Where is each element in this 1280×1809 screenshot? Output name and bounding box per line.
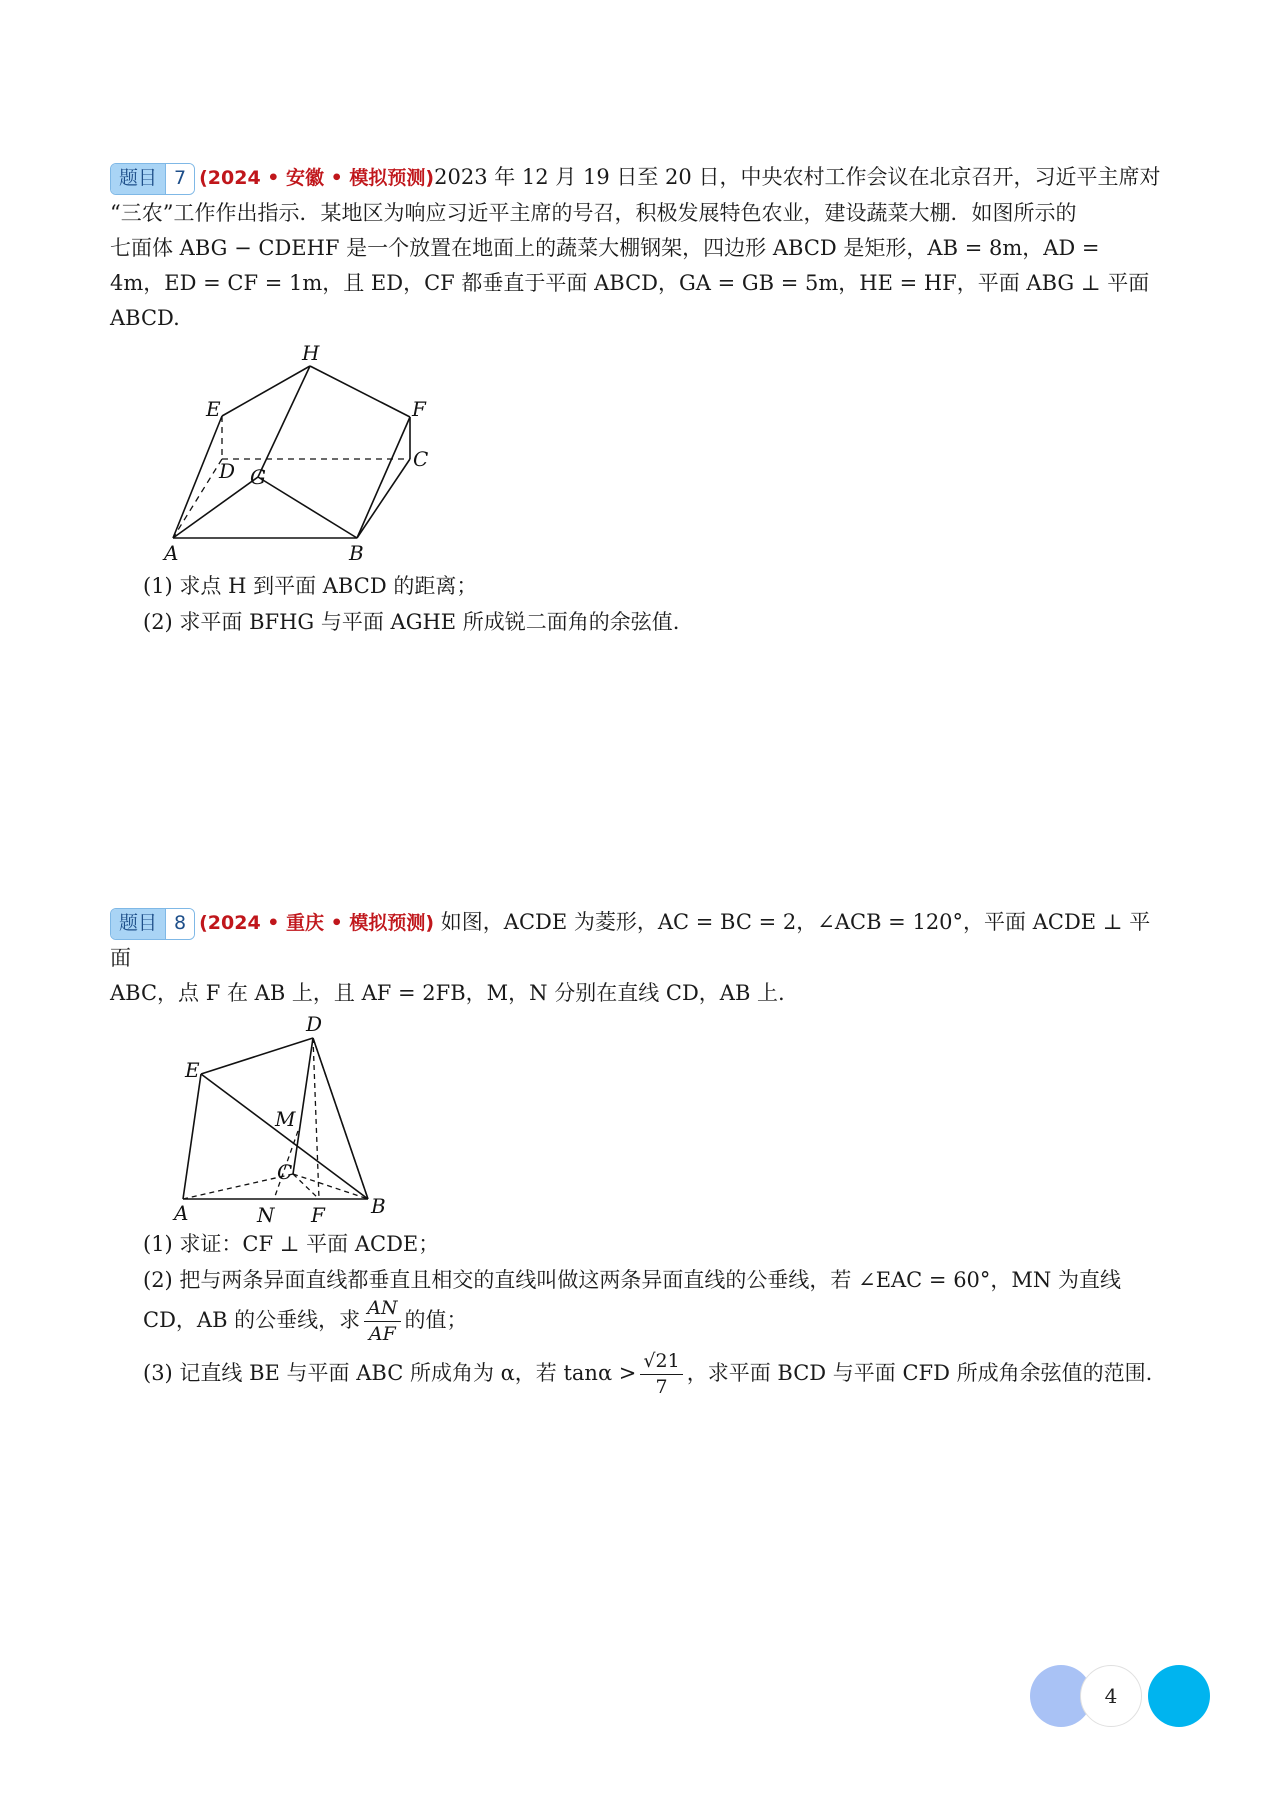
label-E: E <box>185 1058 200 1082</box>
problem-7-tag <box>110 163 195 195</box>
label-E: E <box>206 397 221 421</box>
decor-circle-right <box>1148 1665 1210 1727</box>
problem-8-tag <box>110 908 195 940</box>
question-3-pre: (3) 记直线 BE 与平面 ABC 所成角为 α，若 tanα > <box>143 1360 637 1385</box>
stem-line: 2023 年 12 月 19 日至 20 日，中央农村工作会议在北京召开，习近平主席对 <box>434 165 1161 189</box>
question-2-line-1: (2) 把与两条异面直线都垂直且相交的直线叫做这两条异面直线的公垂线，若 ∠EAC = 60°，MN 为直线 <box>143 1268 1121 1292</box>
tag-label: 题目 <box>111 909 165 939</box>
label-F: F <box>412 397 426 421</box>
polyhedron-figure <box>140 336 440 568</box>
fraction-denominator: AF <box>368 1322 396 1345</box>
stem-line: ABC，点 F 在 AB 上，且 AF = 2FB，M，N 分别在直线 CD，AB 上. <box>110 981 785 1005</box>
problem-8 <box>110 905 1170 1398</box>
question-2 <box>110 1262 1170 1345</box>
stem-line: 如图，ACDE 为菱形，AC = BC = 2，∠ACB = 120°，平面 ACDE ⊥ 平面 <box>110 910 1151 970</box>
label-B: B <box>371 1194 386 1218</box>
problem-7 <box>110 160 1170 640</box>
stem-line: 七面体 ABG − CDEHF 是一个放置在地面上的蔬菜大棚钢架，四边形 ABCD 是矩形，AB = 8m，AD = <box>110 236 1100 260</box>
question-3 <box>110 1351 1170 1398</box>
problem-8-source: (2024 • 重庆 • 模拟预测) <box>199 912 435 934</box>
question-2: (2) 求平面 BFHG 与平面 AGHE 所成锐二面角的余弦值. <box>143 610 680 634</box>
page-number: 4 <box>1080 1665 1142 1727</box>
label-C: C <box>413 447 429 471</box>
fraction-numerator: AN <box>364 1298 400 1322</box>
question-3-post: ，求平面 BCD 与平面 CFD 所成角余弦值的范围. <box>686 1360 1153 1385</box>
problem-8-stem <box>110 905 1170 1011</box>
rhombus-figure <box>140 1011 400 1226</box>
hidden-lines <box>173 416 410 538</box>
stem-line: 4m，ED = CF = 1m，且 ED，CF 都垂直于平面 ABCD，GA = GB = 5m，HE = HF，平面 ABG ⊥ 平面 <box>110 271 1150 295</box>
fraction-numerator: √21 <box>640 1351 682 1375</box>
tag-number: 8 <box>165 909 194 939</box>
question-1: (1) 求证：CF ⊥ 平面 ACDE； <box>143 1232 440 1256</box>
question-2-line-2-post: 的值； <box>404 1307 468 1332</box>
tag-label: 题目 <box>111 164 165 194</box>
fraction-an-af <box>364 1298 400 1345</box>
fraction-sqrt21-7 <box>640 1351 682 1398</box>
label-D: D <box>219 459 236 483</box>
label-C: C <box>277 1160 293 1184</box>
tag-number: 7 <box>165 164 194 194</box>
question-2-line-2-pre: CD，AB 的公垂线，求 <box>143 1307 361 1332</box>
label-F: F <box>311 1203 325 1226</box>
stem-line: ABCD. <box>110 306 180 330</box>
problem-7-source: (2024 • 安徽 • 模拟预测) <box>199 167 435 189</box>
label-N: N <box>257 1203 275 1226</box>
label-G: G <box>250 465 266 489</box>
problem-7-stem <box>110 160 1170 336</box>
figure-lines <box>173 366 410 538</box>
label-B: B <box>349 541 364 565</box>
label-H: H <box>302 341 320 365</box>
page-indicator <box>1030 1665 1220 1730</box>
stem-line: “三农”工作作出指示．某地区为响应习近平主席的号召，积极发展特色农业，建设蔬菜大棚．如图所示的 <box>110 201 1077 225</box>
fraction-denominator: 7 <box>655 1375 668 1398</box>
label-A: A <box>164 541 179 565</box>
label-D: D <box>306 1012 323 1036</box>
label-M: M <box>275 1107 296 1131</box>
label-A: A <box>174 1201 189 1225</box>
question-1: (1) 求点 H 到平面 ABCD 的距离； <box>143 574 478 598</box>
